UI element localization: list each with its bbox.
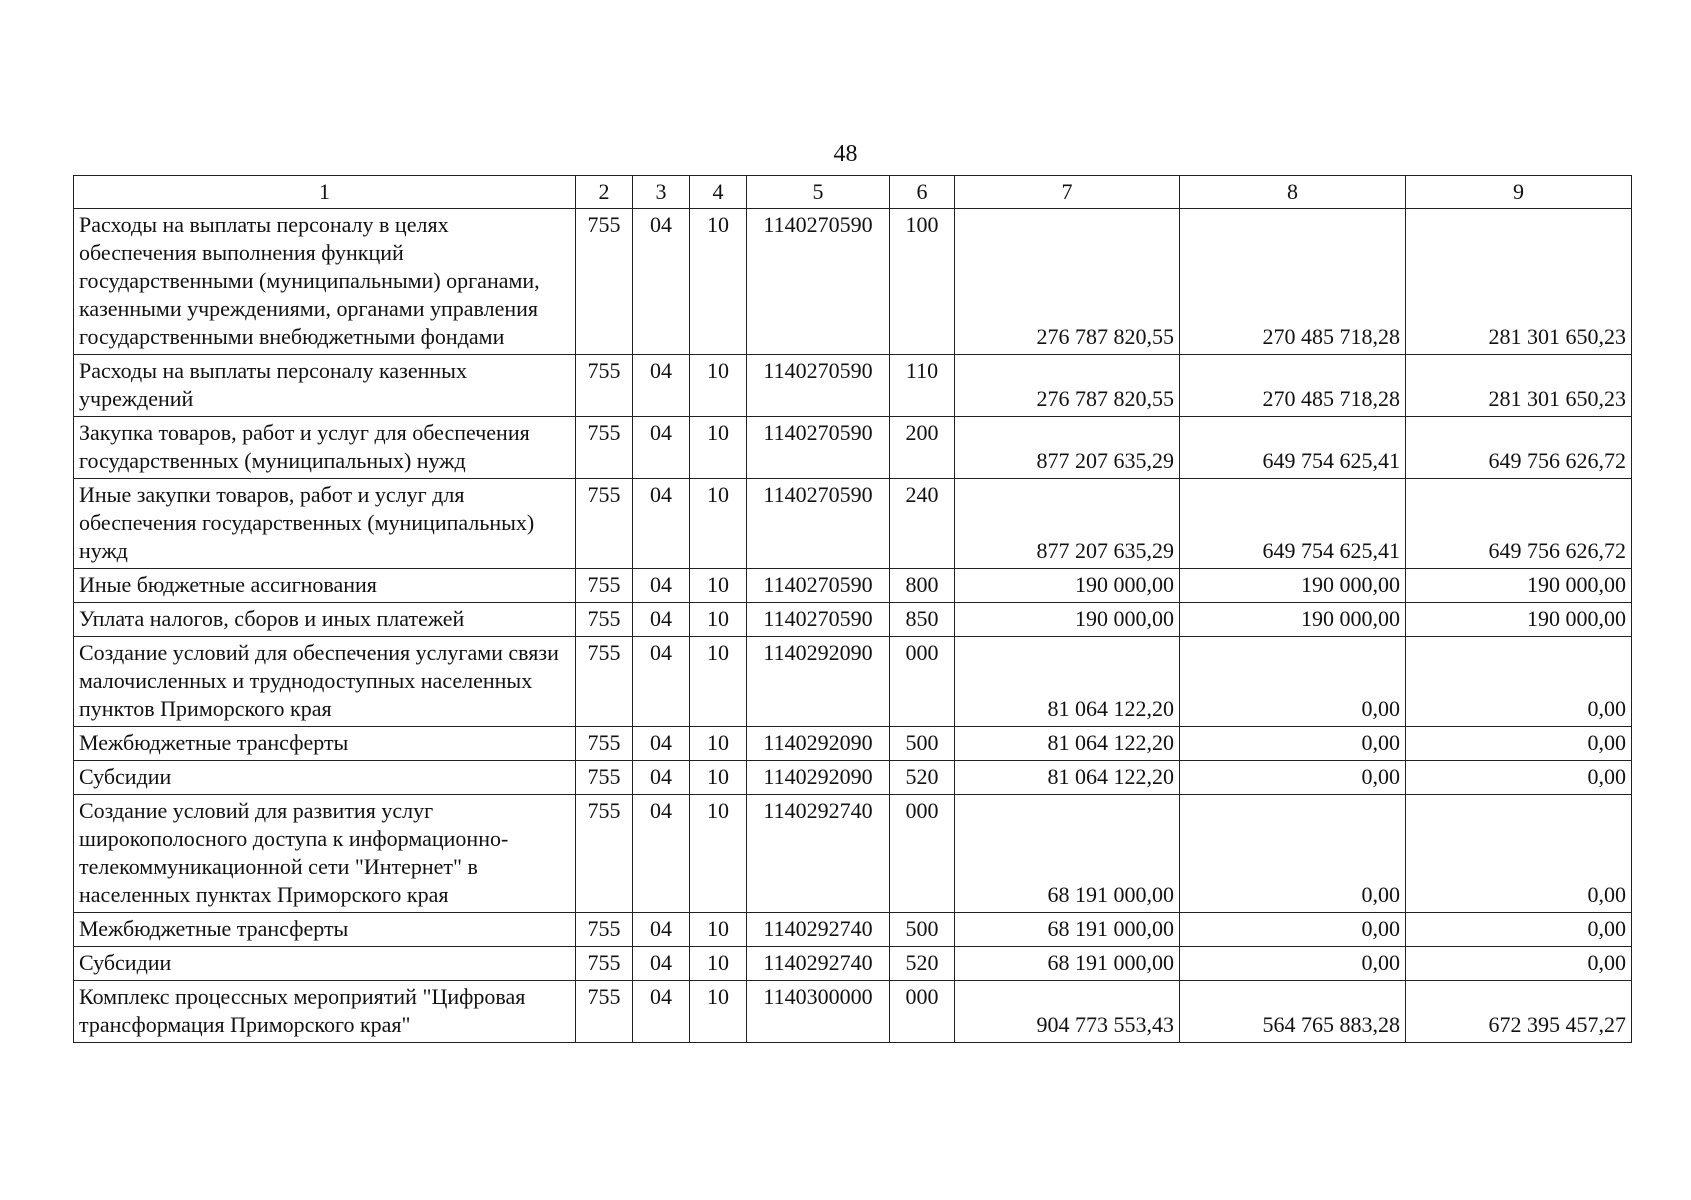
row-code-2-cell: 755 — [576, 569, 633, 603]
row-amount-7-cell: 68 191 000,00 — [955, 947, 1180, 981]
row-amount-8-cell: 190 000,00 — [1180, 569, 1406, 603]
page-number: 48 — [833, 141, 858, 167]
row-code-3-cell: 04 — [633, 913, 690, 947]
table-row — [74, 603, 1632, 637]
header-cell-9: 9 — [1406, 176, 1632, 209]
row-amount-8-cell: 0,00 — [1180, 727, 1406, 761]
row-amount-7-cell: 190 000,00 — [955, 569, 1180, 603]
row-name-cell: Создание условий для обеспечения услугами связи малочисленных и труднодоступных населенных пунктов Приморского края — [74, 637, 576, 727]
row-amount-9-cell: 649 756 626,72 — [1406, 417, 1632, 479]
row-code-6-cell: 000 — [890, 981, 955, 1043]
row-amount-8-cell: 270 485 718,28 — [1180, 355, 1406, 417]
row-code-4-cell: 10 — [690, 209, 747, 355]
header-cell-5: 5 — [747, 176, 890, 209]
header-cell-1: 1 — [74, 176, 576, 209]
row-code-3-cell: 04 — [633, 947, 690, 981]
row-amount-7-cell: 81 064 122,20 — [955, 761, 1180, 795]
row-code-4-cell: 10 — [690, 603, 747, 637]
row-code-6-cell: 520 — [890, 761, 955, 795]
row-code-2-cell: 755 — [576, 209, 633, 355]
row-code-5-cell: 1140270590 — [747, 569, 890, 603]
row-code-4-cell: 10 — [690, 637, 747, 727]
row-code-6-cell: 110 — [890, 355, 955, 417]
row-code-4-cell: 10 — [690, 913, 747, 947]
header-cell-3: 3 — [633, 176, 690, 209]
row-code-2-cell: 755 — [576, 761, 633, 795]
row-code-2-cell: 755 — [576, 795, 633, 913]
row-amount-7-cell: 81 064 122,20 — [955, 727, 1180, 761]
row-amount-7-cell: 877 207 635,29 — [955, 479, 1180, 569]
row-code-4-cell: 10 — [690, 761, 747, 795]
row-code-4-cell: 10 — [690, 417, 747, 479]
row-code-2-cell: 755 — [576, 913, 633, 947]
row-amount-9-cell: 0,00 — [1406, 637, 1632, 727]
row-code-6-cell: 000 — [890, 795, 955, 913]
header-cell-8: 8 — [1180, 176, 1406, 209]
row-amount-8-cell: 649 754 625,41 — [1180, 479, 1406, 569]
row-code-5-cell: 1140292740 — [747, 947, 890, 981]
row-code-5-cell: 1140270590 — [747, 417, 890, 479]
table-row — [74, 355, 1632, 417]
row-code-5-cell: 1140300000 — [747, 981, 890, 1043]
row-name-cell: Субсидии — [74, 947, 576, 981]
row-name-cell: Создание условий для развития услуг широкополосного доступа к информационно-телекоммуникационной сети "Интернет" в населенных пунктах Приморского края — [74, 795, 576, 913]
table-header — [74, 176, 1632, 209]
row-code-5-cell: 1140292090 — [747, 761, 890, 795]
table-row — [74, 637, 1632, 727]
header-cell-2: 2 — [576, 176, 633, 209]
row-code-6-cell: 000 — [890, 637, 955, 727]
row-code-6-cell: 240 — [890, 479, 955, 569]
header-cell-7: 7 — [955, 176, 1180, 209]
row-code-5-cell: 1140292740 — [747, 913, 890, 947]
row-amount-8-cell: 0,00 — [1180, 761, 1406, 795]
row-name-cell: Иные бюджетные ассигнования — [74, 569, 576, 603]
row-amount-8-cell: 0,00 — [1180, 947, 1406, 981]
row-amount-9-cell: 0,00 — [1406, 727, 1632, 761]
row-amount-9-cell: 0,00 — [1406, 761, 1632, 795]
row-code-2-cell: 755 — [576, 727, 633, 761]
row-amount-9-cell: 281 301 650,23 — [1406, 355, 1632, 417]
row-code-2-cell: 755 — [576, 417, 633, 479]
table-row — [74, 209, 1632, 355]
row-code-6-cell: 500 — [890, 727, 955, 761]
row-name-cell: Комплекс процессных мероприятий "Цифровая трансформация Приморского края" — [74, 981, 576, 1043]
row-code-3-cell: 04 — [633, 637, 690, 727]
table-row — [74, 947, 1632, 981]
row-code-3-cell: 04 — [633, 417, 690, 479]
row-amount-8-cell: 564 765 883,28 — [1180, 981, 1406, 1043]
row-code-6-cell: 500 — [890, 913, 955, 947]
row-amount-9-cell: 190 000,00 — [1406, 569, 1632, 603]
row-amount-9-cell: 672 395 457,27 — [1406, 981, 1632, 1043]
row-code-6-cell: 800 — [890, 569, 955, 603]
row-name-cell: Расходы на выплаты персоналу в целях обеспечения выполнения функций государственными (муниципальными) органами, казенными учреждениями, органами управления государственными внебюджетными фондами — [74, 209, 576, 355]
row-code-2-cell: 755 — [576, 981, 633, 1043]
row-amount-8-cell: 0,00 — [1180, 913, 1406, 947]
row-code-4-cell: 10 — [690, 947, 747, 981]
row-name-cell: Иные закупки товаров, работ и услуг для обеспечения государственных (муниципальных) нужд — [74, 479, 576, 569]
row-name-cell: Межбюджетные трансферты — [74, 913, 576, 947]
row-name-cell: Межбюджетные трансферты — [74, 727, 576, 761]
row-amount-9-cell: 0,00 — [1406, 795, 1632, 913]
row-code-2-cell: 755 — [576, 947, 633, 981]
row-amount-9-cell: 0,00 — [1406, 913, 1632, 947]
row-amount-7-cell: 68 191 000,00 — [955, 913, 1180, 947]
table-body — [74, 209, 1632, 1043]
row-code-5-cell: 1140270590 — [747, 479, 890, 569]
row-code-3-cell: 04 — [633, 209, 690, 355]
row-amount-7-cell: 190 000,00 — [955, 603, 1180, 637]
row-code-5-cell: 1140292740 — [747, 795, 890, 913]
row-amount-7-cell: 276 787 820,55 — [955, 209, 1180, 355]
row-code-5-cell: 1140270590 — [747, 209, 890, 355]
row-code-2-cell: 755 — [576, 479, 633, 569]
row-name-cell: Расходы на выплаты персоналу казенных учреждений — [74, 355, 576, 417]
row-amount-8-cell: 0,00 — [1180, 795, 1406, 913]
row-code-5-cell: 1140292090 — [747, 637, 890, 727]
row-code-5-cell: 1140270590 — [747, 355, 890, 417]
row-code-6-cell: 850 — [890, 603, 955, 637]
row-amount-9-cell: 281 301 650,23 — [1406, 209, 1632, 355]
row-code-4-cell: 10 — [690, 569, 747, 603]
row-code-3-cell: 04 — [633, 981, 690, 1043]
row-code-3-cell: 04 — [633, 761, 690, 795]
row-code-3-cell: 04 — [633, 355, 690, 417]
table-row — [74, 913, 1632, 947]
budget-table — [73, 175, 1632, 1043]
row-amount-8-cell: 649 754 625,41 — [1180, 417, 1406, 479]
row-name-cell: Субсидии — [74, 761, 576, 795]
row-code-2-cell: 755 — [576, 355, 633, 417]
row-code-3-cell: 04 — [633, 727, 690, 761]
table-row — [74, 569, 1632, 603]
row-code-4-cell: 10 — [690, 981, 747, 1043]
row-amount-8-cell: 270 485 718,28 — [1180, 209, 1406, 355]
row-code-5-cell: 1140292090 — [747, 727, 890, 761]
row-code-5-cell: 1140270590 — [747, 603, 890, 637]
row-code-3-cell: 04 — [633, 479, 690, 569]
row-amount-9-cell: 190 000,00 — [1406, 603, 1632, 637]
row-name-cell: Уплата налогов, сборов и иных платежей — [74, 603, 576, 637]
table-row — [74, 417, 1632, 479]
row-amount-7-cell: 81 064 122,20 — [955, 637, 1180, 727]
header-cell-4: 4 — [690, 176, 747, 209]
row-code-3-cell: 04 — [633, 795, 690, 913]
row-code-6-cell: 100 — [890, 209, 955, 355]
row-amount-9-cell: 649 756 626,72 — [1406, 479, 1632, 569]
row-code-4-cell: 10 — [690, 727, 747, 761]
row-code-4-cell: 10 — [690, 479, 747, 569]
table-row — [74, 981, 1632, 1043]
table-row — [74, 761, 1632, 795]
row-code-4-cell: 10 — [690, 795, 747, 913]
row-code-6-cell: 200 — [890, 417, 955, 479]
row-amount-9-cell: 0,00 — [1406, 947, 1632, 981]
table-row — [74, 727, 1632, 761]
header-cell-6: 6 — [890, 176, 955, 209]
row-amount-7-cell: 904 773 553,43 — [955, 981, 1180, 1043]
row-code-3-cell: 04 — [633, 603, 690, 637]
row-code-3-cell: 04 — [633, 569, 690, 603]
row-amount-7-cell: 276 787 820,55 — [955, 355, 1180, 417]
row-code-6-cell: 520 — [890, 947, 955, 981]
row-amount-8-cell: 190 000,00 — [1180, 603, 1406, 637]
row-code-2-cell: 755 — [576, 603, 633, 637]
table-row — [74, 479, 1632, 569]
row-amount-8-cell: 0,00 — [1180, 637, 1406, 727]
row-name-cell: Закупка товаров, работ и услуг для обеспечения государственных (муниципальных) нужд — [74, 417, 576, 479]
row-amount-7-cell: 877 207 635,29 — [955, 417, 1180, 479]
row-amount-7-cell: 68 191 000,00 — [955, 795, 1180, 913]
row-code-4-cell: 10 — [690, 355, 747, 417]
row-code-2-cell: 755 — [576, 637, 633, 727]
table-row — [74, 795, 1632, 913]
